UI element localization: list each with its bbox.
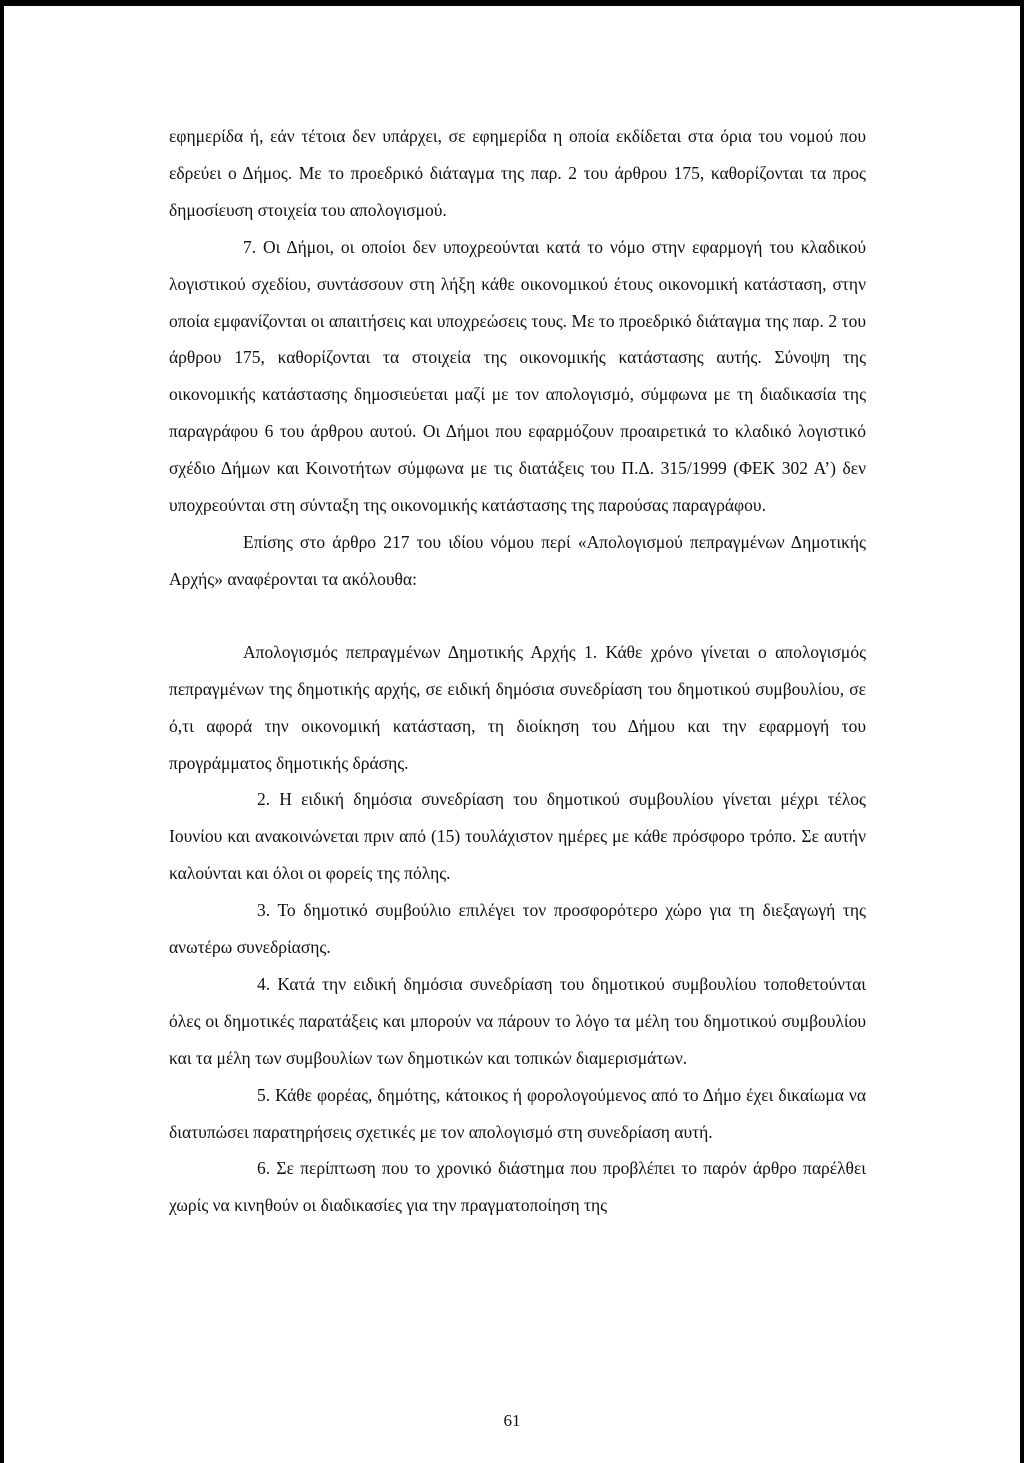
paragraph-article-217: Επίσης στο άρθρο 217 του ιδίου νόμου περί «Απολογισμού πεπραγμένων Δημοτικής Αρχής» αναφέρονται τα ακόλουθα: <box>169 531 866 589</box>
paragraph-item-6: 6. Σε περίπτωση που το χρονικό διάστημα που προβλέπει το παρόν άρθρο παρέλθει χωρίς να κινηθούν οι διαδικασίες για την πραγματοποίηση της <box>169 1158 866 1216</box>
paragraph-item-3: 3. Το δημοτικό συμβούλιο επιλέγει τον προσφορότερο χώρο για τη διεξαγωγή της ανωτέρω συνεδρίασης. <box>169 900 866 958</box>
paragraph-item-2: 2. Η ειδική δημόσια συνεδρίαση του δημοτικού συμβουλίου γίνεται μέχρι τέλος Ιουνίου και ανακοινώνεται πριν από (15) τουλάχιστον ημέρες με κάθε πρόσφορο τρόπο. Σε αυτήν καλούνται και όλοι οι φορείς της πόλης. <box>169 789 866 884</box>
paragraph-item-4: 4. Κατά την ειδική δημόσια συνεδρίαση του δημοτικού συμβουλίου τοποθετούνται όλες οι δημοτικές παρατάξεις και μπορούν να πάρουν το λόγο τα μέλη του δημοτικού συμβουλίου και τα μέλη των συμβουλίων των δημοτικών και τοπικών διαμερισμάτων. <box>169 973 866 1068</box>
paragraph-continuation: εφημερίδα ή, εάν τέτοια δεν υπάρχει, σε εφημερίδα η οποία εκδίδεται στα όρια του νομού που εδρεύει ο Δήμος. Με το προεδρικό διάταγμα της παρ. 2 του άρθρου 175, καθορίζονται τα προς δημοσίευση στοιχεία του απολογισμού. <box>169 126 866 220</box>
body-text <box>169 118 866 1224</box>
page-number: 61 <box>503 1411 521 1430</box>
paragraph-item-1: Απολογισμός πεπραγμένων Δημοτικής Αρχής 1. Κάθε χρόνο γίνεται ο απολογισμός πεπραγμένων της δημοτικής αρχής, σε ειδική δημόσια συνεδρίαση του δημοτικού συμβουλίου, σε ό,τι αφορά την οικονομική κατάσταση, τη διοίκηση του Δήμου και την εφαρμογή του προγράμματος δημοτικής δράσης. <box>169 641 866 773</box>
paragraph-7: 7. Οι Δήμοι, οι οποίοι δεν υποχρεούνται κατά το νόμο στην εφαρμογή του κλαδικού λογιστικού σχεδίου, συντάσσουν στη λήξη κάθε οικονομικού έτους οικονομική κατάσταση, στην οποία εμφανίζονται οι απαιτήσεις και υποχρεώσεις τους. Με το προεδρικό διάταγμα της παρ. 2 του άρθρου 175, καθορίζονται τα στοιχεία της οικονομικής κατάστασης αυτής. Σύνοψη της οικονομικής κατάστασης δημοσιεύεται μαζί με τον απολογισμό, σύμφωνα με τη διαδικασία της παραγράφου 6 του άρθρου αυτού. Οι Δήμοι που εφαρμόζουν προαιρετικά το κλαδικό λογιστικό σχέδιο Δήμων και Κοινοτήτων σύμφωνα με τις διατάξεις του Π.Δ. 315/1999 (ΦΕΚ 302 Α’) δεν υποχρεούνται στη σύνταξη της οικονομικής κατάστασης της παρούσας παραγράφου. <box>169 236 866 516</box>
paragraph-item-5: 5. Κάθε φορέας, δημότης, κάτοικος ή φορολογούμενος από το Δήμο έχει δικαίωμα να διατυπώσει παρατηρήσεις σχετικές με τον απολογισμό στη συνεδρίαση αυτή. <box>169 1084 866 1142</box>
